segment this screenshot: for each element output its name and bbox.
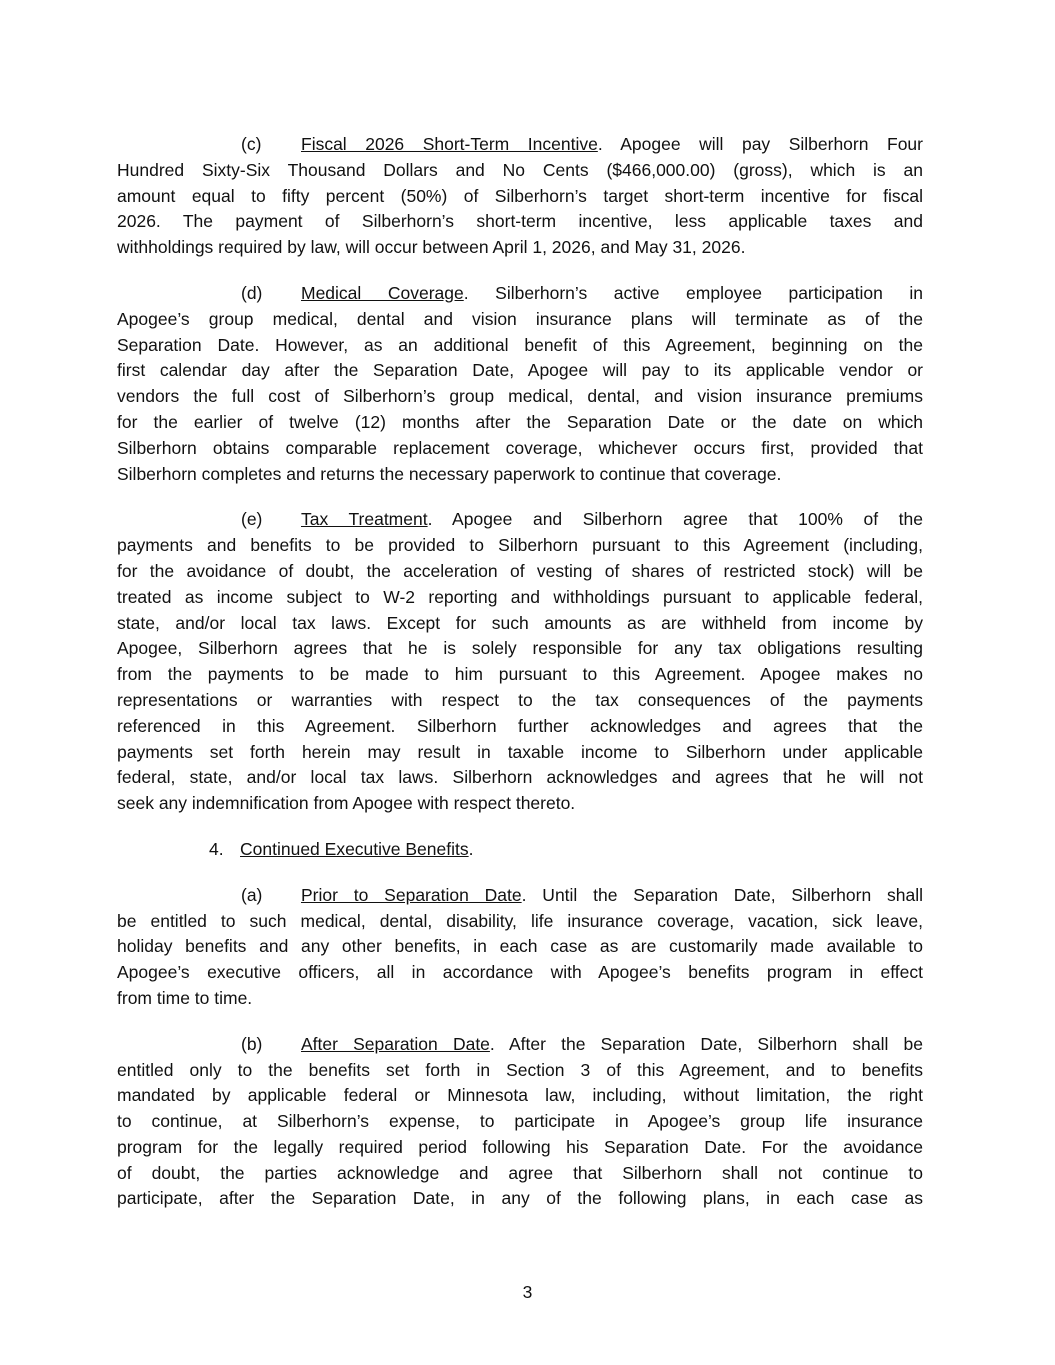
paragraph-first-line (117, 1032, 923, 1058)
paragraph-label: (c) (241, 134, 262, 154)
paragraph-line: from time to time. (117, 987, 253, 1008)
paragraph-line: Apogee’s group medical, dental and vision insurance plans will terminate as of the (117, 308, 923, 329)
paragraph-line: of doubt, the parties acknowledge and agree that Silberhorn shall not continue to (117, 1162, 923, 1183)
paragraph-first-line (117, 132, 923, 158)
paragraph-label: (e) (241, 509, 263, 530)
paragraph-line: payments and benefits to be provided to Silberhorn pursuant to this Agreement (including, (117, 535, 923, 556)
paragraph-text: . Silberhorn’s active employee participation in (463, 282, 923, 303)
paragraph (117, 281, 923, 487)
paragraph-first-line (117, 837, 923, 863)
paragraph-text: . (468, 838, 474, 859)
paragraph-line: for the avoidance of doubt, the acceleration of vesting of shares of restricted stock) will be (117, 560, 923, 581)
paragraph-heading: Medical Coverage (301, 282, 464, 303)
paragraph-heading: After Separation Date (301, 1033, 490, 1054)
paragraph-line: entitled only to the benefits set forth in Section 3 of this Agreement, and to benefits (117, 1059, 923, 1080)
paragraph (117, 507, 923, 817)
paragraph-line: for the earlier of twelve (12) months after the Separation Date or the date on which (117, 411, 923, 432)
paragraph-line: holiday benefits and any other benefits, in each case as are customarily made available to (117, 936, 923, 957)
paragraph-line: amount equal to fifty percent (50%) of Silberhorn’s target short-term incentive for fiscal (117, 185, 923, 206)
paragraph (117, 883, 923, 1012)
paragraph-heading: Tax Treatment (301, 509, 428, 530)
paragraph-text: . Apogee will pay Silberhorn Four (597, 134, 923, 154)
paragraph-line: be entitled to such medical, dental, disability, life insurance coverage, vacation, sick leave, (117, 910, 923, 931)
paragraph-heading: Prior to Separation Date (301, 884, 522, 905)
paragraph-line: treated as income subject to W-2 reporting and withholdings pursuant to applicable federal, (117, 586, 923, 607)
paragraph-line: representations or warranties with respect to the tax consequences of the payments (117, 689, 923, 710)
paragraph-line: Separation Date. However, as an additional benefit of this Agreement, beginning on the (117, 334, 923, 355)
paragraph-line: seek any indemnification from Apogee with respect thereto. (117, 793, 576, 814)
paragraph-first-line (117, 281, 923, 307)
paragraph-line: Silberhorn completes and returns the necessary paperwork to continue that coverage. (117, 463, 782, 484)
paragraph-line: Hundred Sixty-Six Thousand Dollars and No Cents ($466,000.00) (gross), which is an (117, 159, 923, 180)
paragraph-line: Apogee’s executive officers, all in accordance with Apogee’s benefits program in effect (117, 962, 923, 983)
paragraph-line: withholdings required by law, will occur between April 1, 2026, and May 31, 2026. (117, 237, 746, 258)
paragraph-first-line (117, 883, 923, 909)
paragraph-label: (a) (241, 884, 263, 905)
paragraph-line: 2026. The payment of Silberhorn’s short-term incentive, less applicable taxes and (117, 211, 923, 232)
paragraph-line: vendors the full cost of Silberhorn’s group medical, dental, and vision insurance premiums (117, 386, 923, 407)
paragraph-line: to continue, at Silberhorn’s expense, to participate in Apogee’s group life insurance (117, 1111, 923, 1132)
paragraph-heading: Fiscal 2026 Short-Term Incentive (301, 134, 598, 154)
paragraph-line: state, and/or local tax laws. Except for such amounts as are withheld from income by (117, 612, 923, 633)
paragraph-line: mandated by applicable federal or Minnesota law, including, without limitation, the right (117, 1085, 923, 1106)
paragraph-text: . Apogee and Silberhorn agree that 100% of the (427, 509, 923, 530)
page-number: 3 (522, 1282, 533, 1302)
paragraph-line: payments set forth herein may result in taxable income to Silberhorn under applicable (117, 741, 923, 762)
document-body (117, 132, 923, 1232)
paragraph-line: federal, state, and/or local tax laws. Silberhorn acknowledges and agrees that he will not (117, 767, 923, 788)
paragraph-line: referenced in this Agreement. Silberhorn further acknowledges and agrees that the (117, 715, 923, 736)
paragraph-line: first calendar day after the Separation Date, Apogee will pay to its applicable vendor or (117, 360, 923, 381)
paragraph-heading: Continued Executive Benefits (240, 838, 469, 859)
paragraph-line: participate, after the Separation Date, in any of the following plans, in each case as (117, 1188, 923, 1209)
paragraph-label: (b) (241, 1033, 263, 1054)
paragraph-line: from the payments to be made to him pursuant to this Agreement. Apogee makes no (117, 664, 923, 685)
paragraph-line: Silberhorn obtains comparable replacement coverage, whichever occurs first, provided that (117, 437, 923, 458)
paragraph-text: . After the Separation Date, Silberhorn shall be (489, 1033, 923, 1054)
paragraph-label: 4. (209, 838, 224, 859)
section-heading (117, 837, 923, 863)
paragraph (117, 132, 923, 261)
paragraph (117, 1032, 923, 1213)
paragraph-text: . Until the Separation Date, Silberhorn shall (521, 884, 923, 905)
paragraph-line: Apogee, Silberhorn agrees that he is solely responsible for any tax obligations resulting (117, 638, 923, 659)
paragraph-line: program for the legally required period following his Separation Date. For the avoidance (117, 1136, 923, 1157)
paragraph-first-line (117, 507, 923, 533)
paragraph-label: (d) (241, 282, 263, 303)
